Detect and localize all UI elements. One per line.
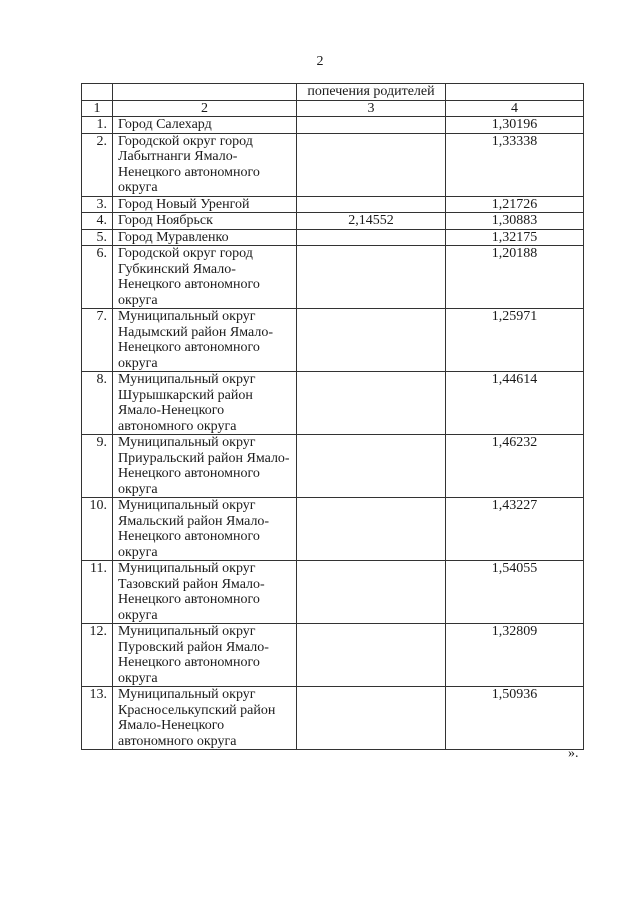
municipality-name: Муниципальный округ Красноселькупский район Ямало-Ненецкого автономного округа [113,687,297,750]
page-number: 2 [316,54,324,69]
table-row [82,117,584,134]
municipality-name: Город Новый Уренгой [113,196,297,213]
coefficient-value: 1,32809 [446,624,584,687]
municipality-name: Город Салехард [113,117,297,134]
value-column-3 [297,561,446,624]
municipality-name: Городской округ город Губкинский Ямало-Ненецкого автономного округа [113,246,297,309]
coefficient-value: 1,30196 [446,117,584,134]
continuation-row [82,84,584,101]
table-row [82,196,584,213]
table-row [82,309,584,372]
table-row [82,213,584,230]
column-header-1: 1 [82,100,113,117]
closing-quote-mark: ». [568,746,579,761]
value-column-3 [297,309,446,372]
table-row [82,498,584,561]
continuation-cell-4 [446,84,584,101]
row-number: 3. [82,196,113,213]
coefficient-value: 1,54055 [446,561,584,624]
municipality-name: Городской округ город Лабытнанги Ямало-Ненецкого автономного округа [113,133,297,196]
table-row [82,561,584,624]
coefficient-value: 1,44614 [446,372,584,435]
value-column-3 [297,196,446,213]
value-column-3 [297,246,446,309]
coefficient-value: 1,21726 [446,196,584,213]
coefficient-value: 1,46232 [446,435,584,498]
row-number: 6. [82,246,113,309]
coefficient-value: 1,50936 [446,687,584,750]
column-header-3: 3 [297,100,446,117]
municipality-name: Муниципальный округ Шурышкарский район Ямало-Ненецкого автономного округа [113,372,297,435]
municipality-name: Муниципальный округ Тазовский район Ямало-Ненецкого автономного округа [113,561,297,624]
value-column-3 [297,498,446,561]
column-header-2: 2 [113,100,297,117]
value-column-3: 2,14552 [297,213,446,230]
table-row [82,372,584,435]
value-column-3 [297,687,446,750]
coefficient-value: 1,32175 [446,229,584,246]
table-row [82,246,584,309]
value-column-3 [297,624,446,687]
row-number: 9. [82,435,113,498]
continuation-cell-1 [82,84,113,101]
table-row [82,133,584,196]
row-number: 5. [82,229,113,246]
municipality-name: Город Ноябрьск [113,213,297,230]
continuation-cell-2 [113,84,297,101]
table-body [82,84,584,750]
column-number-row [82,100,584,117]
row-number: 2. [82,133,113,196]
coefficient-value: 1,20188 [446,246,584,309]
column-header-4: 4 [446,100,584,117]
row-number: 4. [82,213,113,230]
value-column-3 [297,133,446,196]
row-number: 7. [82,309,113,372]
continuation-cell-3: попечения родителей [297,84,446,101]
row-number: 8. [82,372,113,435]
row-number: 11. [82,561,113,624]
coefficient-value: 1,43227 [446,498,584,561]
value-column-3 [297,229,446,246]
municipality-name: Муниципальный округ Ямальский район Ямало-Ненецкого автономного округа [113,498,297,561]
municipality-name: Муниципальный округ Приуральский район Ямало-Ненецкого автономного округа [113,435,297,498]
coefficient-value: 1,30883 [446,213,584,230]
row-number: 10. [82,498,113,561]
row-number: 12. [82,624,113,687]
coefficients-table [81,83,584,750]
coefficient-value: 1,25971 [446,309,584,372]
table-row [82,624,584,687]
value-column-3 [297,372,446,435]
value-column-3 [297,435,446,498]
municipality-name: Муниципальный округ Пуровский район Ямало-Ненецкого автономного округа [113,624,297,687]
table-row [82,435,584,498]
table-row [82,687,584,750]
row-number: 1. [82,117,113,134]
municipality-name: Город Муравленко [113,229,297,246]
coefficient-value: 1,33338 [446,133,584,196]
table-row [82,229,584,246]
municipality-name: Муниципальный округ Надымский район Ямало-Ненецкого автономного округа [113,309,297,372]
value-column-3 [297,117,446,134]
row-number: 13. [82,687,113,750]
